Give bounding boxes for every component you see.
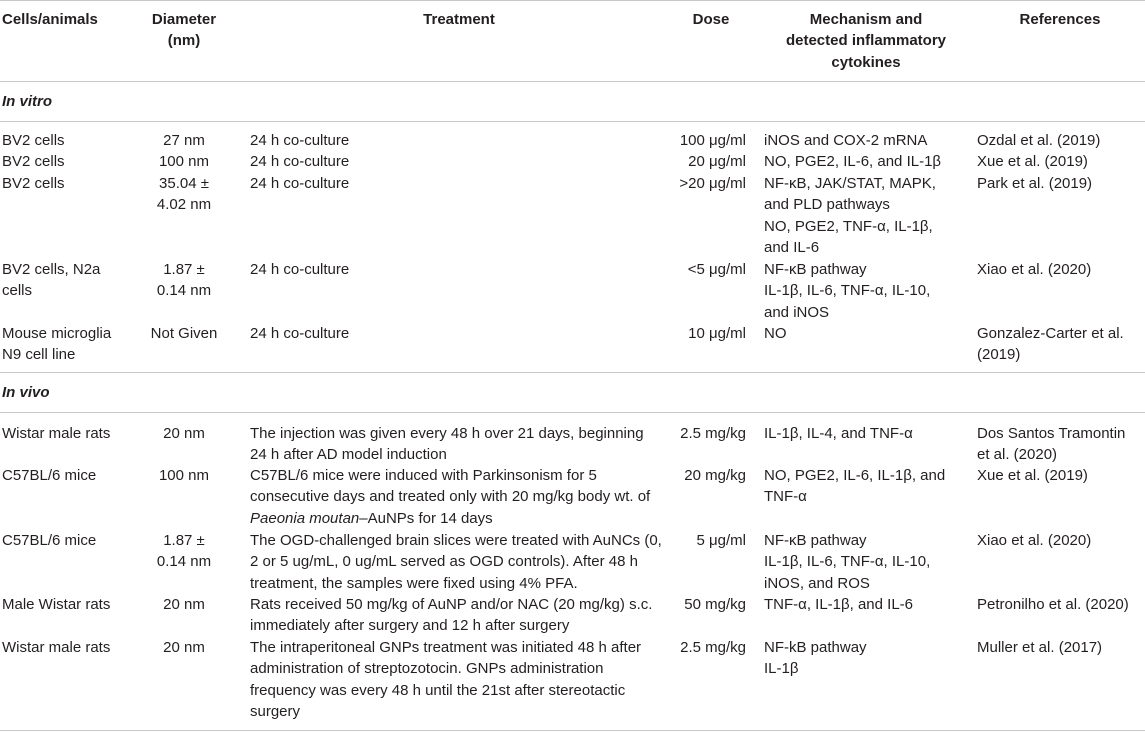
row-0-cells: BV2 cells bbox=[2, 132, 65, 149]
row-5-treatment: The injection was given every 48 h over 21 days, beginning 24 h after AD model induction bbox=[250, 425, 644, 464]
row-0-mechanism: iNOS and COX-2 mRNA bbox=[764, 132, 928, 149]
header-diameter: Diameter (nm) bbox=[151, 11, 217, 50]
header-mechanism: Mechanism and detected inflammatory cytokines bbox=[785, 11, 947, 71]
rule-bottom bbox=[0, 730, 1145, 731]
row-8-dose: 50 mg/kg bbox=[684, 596, 746, 613]
row-8-refs: Petronilho et al. (2020) bbox=[977, 596, 1129, 613]
row-8-cells: Male Wistar rats bbox=[2, 596, 111, 613]
row-8-treatment: Rats received 50 mg/kg of AuNP and/or NAC (20 mg/kg) s.c. immediately after surgery and 12 h after surgery bbox=[250, 596, 653, 635]
rule-section-invivo bbox=[0, 412, 1145, 413]
row-1-refs: Xue et al. (2019) bbox=[977, 153, 1088, 170]
row-7-refs: Xiao et al. (2020) bbox=[977, 532, 1092, 549]
row-1-treatment: 24 h co-culture bbox=[250, 153, 350, 170]
row-4-treatment: 24 h co-culture bbox=[250, 325, 350, 342]
row-7-cells: C57BL/6 mice bbox=[2, 532, 97, 549]
header-references: References bbox=[1019, 11, 1101, 28]
rule-header-bottom bbox=[0, 81, 1145, 82]
species-name: Paeonia moutan bbox=[250, 509, 360, 527]
row-0-treatment: 24 h co-culture bbox=[250, 132, 350, 149]
row-4-dose: 10 μg/ml bbox=[688, 325, 746, 342]
row-6-diameter: 100 nm bbox=[158, 467, 210, 484]
rule-top bbox=[0, 0, 1145, 1]
header-treatment: Treatment bbox=[423, 11, 495, 28]
row-6-dose: 20 mg/kg bbox=[684, 467, 746, 484]
row-2-mechanism: NF-κB, JAK/STAT, MAPK, and PLD pathways NO, PGE2, TNF-α, IL-1β, and IL-6 bbox=[764, 175, 936, 257]
row-2-treatment: 24 h co-culture bbox=[250, 175, 350, 192]
row-0-dose: 100 μg/ml bbox=[679, 132, 746, 149]
row-8-mechanism: TNF-α, IL-1β, and IL-6 bbox=[764, 596, 914, 613]
row-3-treatment: 24 h co-culture bbox=[250, 261, 350, 278]
row-2-cells: BV2 cells bbox=[2, 175, 65, 192]
row-2-dose: >20 μg/ml bbox=[679, 175, 746, 192]
row-6-refs: Xue et al. (2019) bbox=[977, 467, 1088, 484]
row-3-dose: <5 μg/ml bbox=[687, 261, 746, 278]
row-7-mechanism: NF-κB pathway IL-1β, IL-6, TNF-α, IL-10, iNOS, and ROS bbox=[764, 532, 931, 592]
row-4-mechanism: NO bbox=[764, 325, 787, 342]
row-9-treatment: The intraperitoneal GNPs treatment was initiated 48 h after administration of streptozotocin. GNPs administration frequency was every 48 h until the 21st after stereotactic surgery bbox=[250, 639, 642, 721]
row-1-diameter: 100 nm bbox=[158, 153, 210, 170]
section-in-vitro: In vitro bbox=[2, 93, 53, 110]
row-3-mechanism: NF-κB pathway IL-1β, IL-6, TNF-α, IL-10, and iNOS bbox=[764, 261, 931, 321]
row-9-diameter: 20 nm bbox=[163, 639, 205, 656]
header-dose: Dose bbox=[692, 11, 730, 28]
row-4-diameter: Not Given bbox=[150, 325, 218, 342]
row-7-diameter: 1.87 ± 0.14 nm bbox=[156, 532, 212, 571]
row-3-diameter: 1.87 ± 0.14 nm bbox=[156, 261, 212, 300]
row-5-cells: Wistar male rats bbox=[2, 425, 111, 442]
row-8-diameter: 20 nm bbox=[163, 596, 205, 613]
row-4-refs: Gonzalez-Carter et al. (2019) bbox=[977, 325, 1124, 364]
rule-section-invitro bbox=[0, 121, 1145, 122]
row-5-dose: 2.5 mg/kg bbox=[680, 425, 746, 442]
row-6-mechanism: NO, PGE2, IL-6, IL-1β, and TNF-α bbox=[764, 467, 946, 506]
row-2-refs: Park et al. (2019) bbox=[977, 175, 1093, 192]
row-1-cells: BV2 cells bbox=[2, 153, 65, 170]
row-1-mechanism: NO, PGE2, IL-6, and IL-1β bbox=[764, 153, 942, 170]
row-2-diameter: 35.04 ± 4.02 nm bbox=[156, 175, 212, 214]
row-1-dose: 20 μg/ml bbox=[688, 153, 746, 170]
row-7-treatment: The OGD-challenged brain slices were treated with AuNCs (0, 2 or 5 ug/mL, 0 ug/mL served as OGD controls). After 48 h treatment, the samples were fixed using 4% PFA. bbox=[250, 532, 662, 592]
row-5-mechanism: IL-1β, IL-4, and TNF-α bbox=[764, 425, 913, 442]
row-3-refs: Xiao et al. (2020) bbox=[977, 261, 1092, 278]
row-0-diameter: 27 nm bbox=[163, 132, 205, 149]
row-9-mechanism: NF-kB pathway IL-1β bbox=[764, 639, 867, 678]
row-3-cells: BV2 cells, N2a cells bbox=[2, 261, 101, 300]
row-7-dose: 5 μg/ml bbox=[696, 532, 746, 549]
row-5-diameter: 20 nm bbox=[163, 425, 205, 442]
row-6-treatment: C57BL/6 mice were induced with Parkinsonism for 5 consecutive days and treated only with 20 mg/kg body wt. of Paeonia moutan–AuNPs for 14 days bbox=[250, 467, 651, 527]
row-9-dose: 2.5 mg/kg bbox=[680, 639, 746, 656]
header-cells-animals: Cells/animals bbox=[2, 11, 98, 28]
section-in-vivo: In vivo bbox=[2, 384, 50, 401]
rule-before-invivo bbox=[0, 372, 1145, 373]
row-9-cells: Wistar male rats bbox=[2, 639, 111, 656]
row-0-refs: Ozdal et al. (2019) bbox=[977, 132, 1101, 149]
row-4-cells: Mouse microglia N9 cell line bbox=[2, 325, 112, 364]
row-5-refs: Dos Santos Tramontin et al. (2020) bbox=[977, 425, 1126, 464]
row-6-cells: C57BL/6 mice bbox=[2, 467, 97, 484]
row-9-refs: Muller et al. (2017) bbox=[977, 639, 1103, 656]
